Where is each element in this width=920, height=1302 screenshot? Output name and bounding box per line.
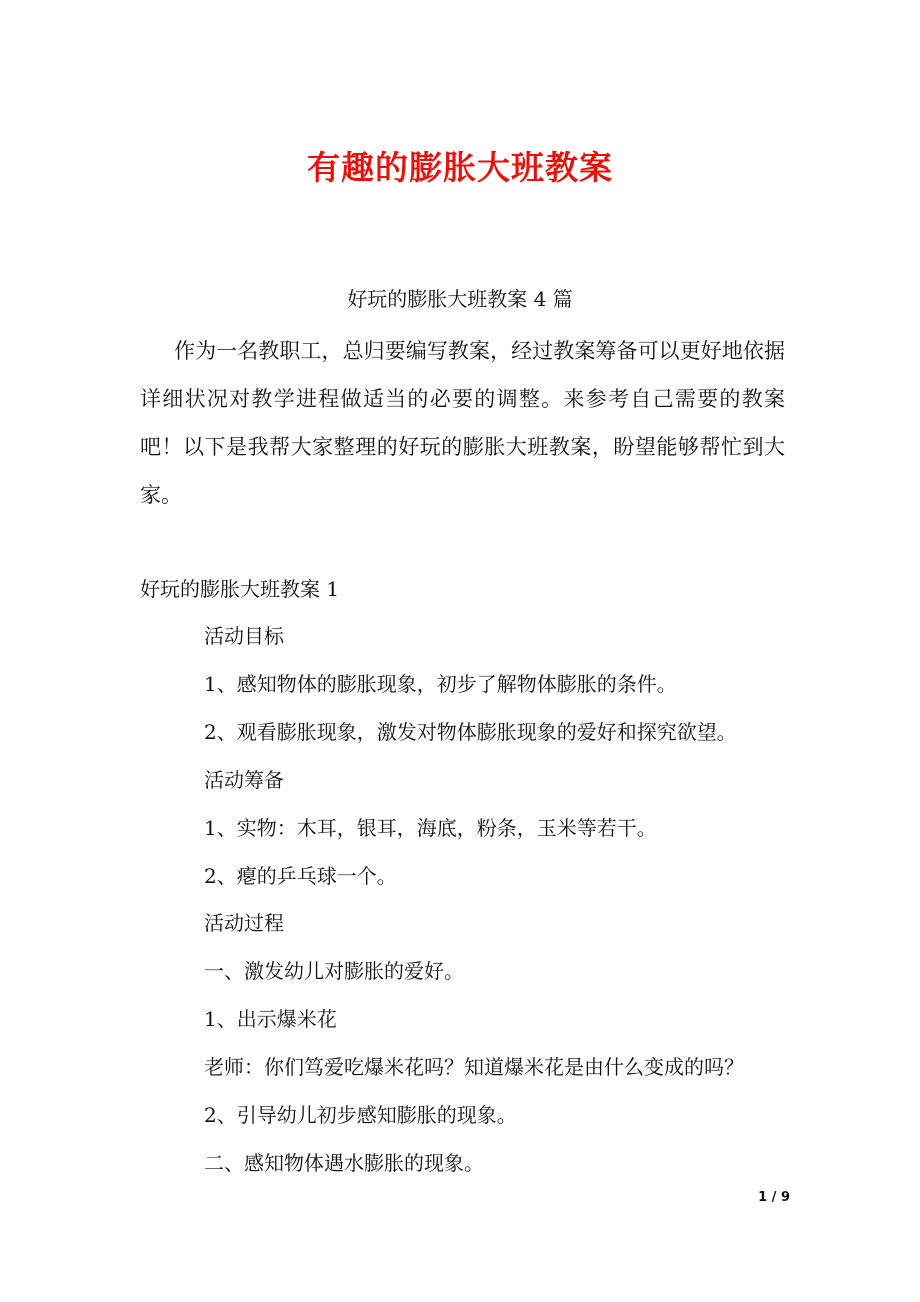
process-substep-1: 1、出示爆米花 — [204, 1007, 337, 1031]
activity-process-heading: 活动过程 — [204, 911, 284, 935]
activity-goals-heading: 活动目标 — [204, 624, 284, 648]
goal-item-1: 1、感知物体的膨胀现象，初步了解物体膨胀的条件。 — [204, 672, 677, 696]
document-title: 有趣的膨胀大班教案 — [307, 148, 613, 187]
preparation-item-2: 2、瘪的乒乓球一个。 — [204, 864, 397, 888]
intro-paragraph: 作为一名教职工，总归要编写教案，经过教案筹备可以更好地依据详细状况对教学进程做适当的必要的调整。来参考自己需要的教案吧！以下是我帮大家整理的好玩的膨胀大班教案，盼望能够帮忙到大家。 — [140, 339, 785, 507]
process-step-1: 一、激发幼儿对膨胀的爱好。 — [204, 959, 464, 983]
activity-preparation-heading: 活动筹备 — [204, 768, 284, 792]
section-heading: 好玩的膨胀大班教案 1 — [140, 577, 340, 601]
process-substep-2: 2、引导幼儿初步感知膨胀的现象。 — [204, 1103, 517, 1127]
document-subtitle: 好玩的膨胀大班教案 4 篇 — [347, 287, 573, 311]
teacher-dialogue: 老师：你们笃爱吃爆米花吗？知道爆米花是由什么变成的吗？ — [204, 1055, 744, 1079]
preparation-item-1: 1、实物：木耳，银耳，海底，粉条，玉米等若干。 — [204, 816, 657, 840]
goal-item-2: 2、观看膨胀现象，激发对物体膨胀现象的爱好和探究欲望。 — [204, 720, 737, 744]
page-number: 1 / 9 — [758, 1190, 790, 1205]
process-step-2: 二、感知物体遇水膨胀的现象。 — [204, 1151, 484, 1175]
